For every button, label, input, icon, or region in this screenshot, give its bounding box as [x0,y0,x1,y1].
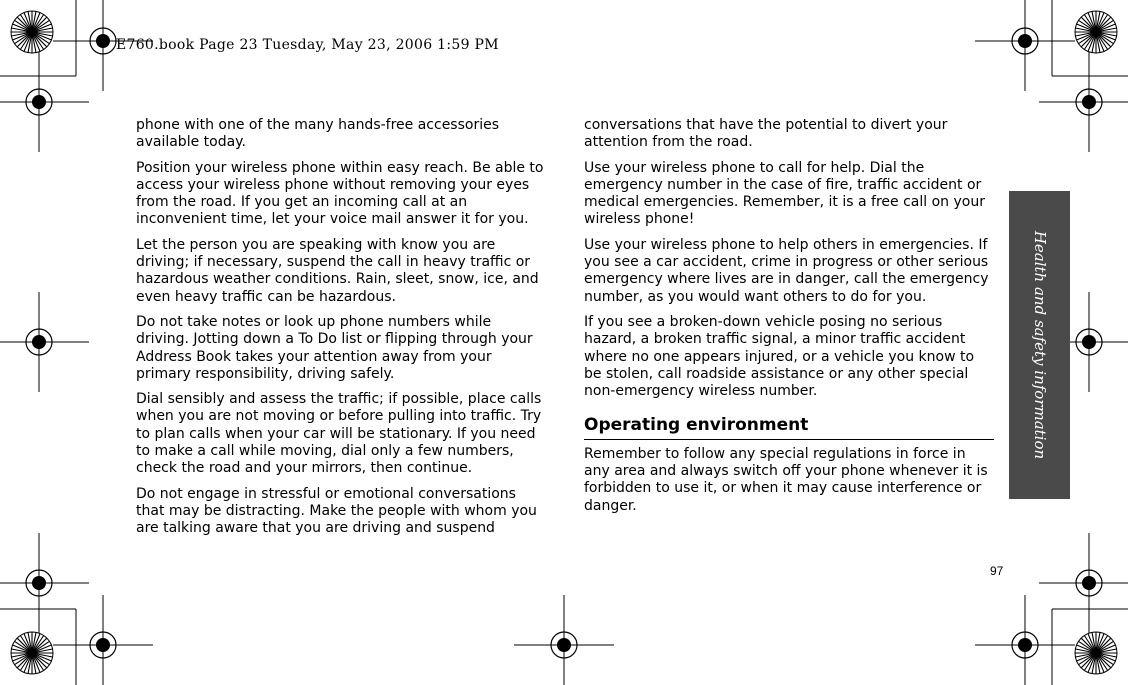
page-number: 97 [990,564,1004,578]
print-slug: E760.book Page 23 Tuesday, May 23, 2006 1:59 PM [116,37,499,53]
paragraph: Let the person you are speaking with know you are driving; if necessary, suspend the call in heavy traffic or hazardous weather conditions. Rain, sleet, snow, ice, and even heavy traffic can be hazardous. [136,236,539,305]
paragraph: Dial sensibly and assess the traffic; if possible, place calls when you are not moving or before pulling into traffic. Try to plan calls when your car will be stationary. If you need to make a call while moving, dial only a few numbers, check the road and your mirrors, then continue. [136,391,542,477]
paragraph: Do not take notes or look up phone numbers while driving. Jotting down a To Do list or flipping through your Address Book takes your attention away from your primary responsibility, driving safely. [136,313,533,382]
chapter-tab-label: Health and safety information [1030,230,1049,460]
paragraph: Position your wireless phone within easy reach. Be able to access your wireless phone without removing your eyes from the road. If you get an incoming call at an inconvenient time, let your voice mail answer it for you. [136,159,544,228]
paragraph: conversations that have the potential to divert your attention from the road. [584,117,948,151]
right-column [584,117,994,523]
paragraph: Remember to follow any special regulations in force in any area and always switch off your phone whenever it is forbidden to use it, or when it may cause interference or danger. [584,445,988,514]
paragraph: Use your wireless phone to call for help. Dial the emergency number in the case of fire, traffic accident or medical emergencies. Remember, it is a free call on your wireless phone! [584,159,985,228]
paragraph: phone with one of the many hands-free accessories available today. [136,117,500,151]
section-heading: Operating environment [584,417,994,439]
left-column [136,117,546,546]
paragraph: Do not engage in stressful or emotional conversations that may be distracting. Make the people with whom you are talking aware that you are driving and suspend [136,485,537,537]
paragraph: Use your wireless phone to help others in emergencies. If you see a car accident, crime in progress or other serious emergency where lives are in danger, call the emergency number, as you would want others to do for you. [584,236,989,305]
chapter-side-tab [1009,191,1070,499]
paragraph: If you see a broken-down vehicle posing no serious hazard, a broken traffic signal, a minor traffic accident where no one appears injured, or a vehicle you know to be stolen, call roadside assistance or any other special non-emergency wireless number. [584,313,975,400]
